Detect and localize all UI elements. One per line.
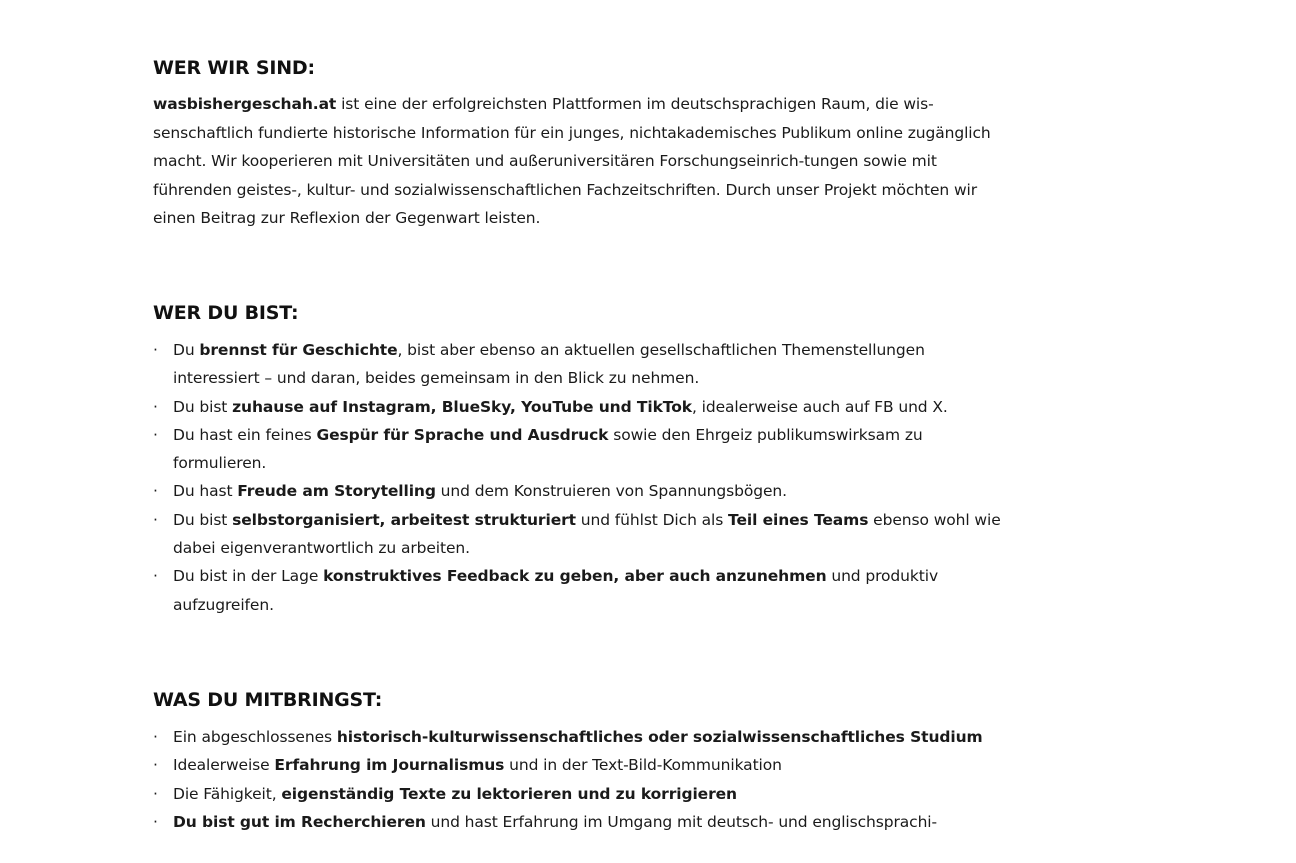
- list-item: · Du bist zuhause auf Instagram, BlueSky, YouTube und TikTok, idealerweise auch auf FB und X.: [153, 393, 1013, 421]
- bullet-icon: ·: [153, 567, 158, 586]
- paragraph-who-we-are: [153, 90, 1003, 233]
- list-item: · Du bist in der Lage konstruktives Feedback zu geben, aber auch anzunehmen und produktiv aufzugreifen.: [153, 562, 1013, 619]
- brand-name: wasbishergeschah.at: [153, 95, 337, 113]
- list-item: · Du bist gut im Recherchieren und hast Erfahrung im Umgang mit deutsch- und englischsprachi-: [153, 808, 1013, 836]
- list-item: · Du hast Freude am Storytelling und dem Konstruieren von Spannungsbögen.: [153, 477, 1013, 505]
- list-item: · Ein abgeschlossenes historisch-kulturwissenschaftliches oder sozialwissenschaftliches Studium: [153, 723, 1013, 751]
- bullet-icon: ·: [153, 425, 158, 444]
- bullet-icon: ·: [153, 341, 158, 359]
- list-item: · Idealerweise Erfahrung im Journalismus und in der Text-Bild-Kommunikation: [153, 751, 1013, 779]
- bullet-icon: ·: [153, 728, 158, 746]
- list-item: · Du hast ein feines Gespür für Sprache und Ausdruck sowie den Ehrgeiz publikumswirksam zu formulieren.: [153, 421, 1013, 478]
- heading-what-you-bring: WAS DU MITBRINGST:: [153, 689, 383, 711]
- list-who-you-are: [153, 336, 1013, 619]
- list-item: · Die Fähigkeit, eigenständig Texte zu lektorieren und zu korrigieren: [153, 780, 1013, 808]
- paragraph-text: ist eine der erfolgreichsten Plattformen im deutschsprachigen Raum, die wis-senschaftlich fundierte historische Information für ein junges, nichtakademisches Publikum online zugänglich macht. Wir kooperieren mit Universitäten und außeruniversitären Forschungseinrich-tungen sowie mit führenden geistes-, kultur- und sozialwissenschaftlichen Fachzeitschriften. Durch unser Projekt möchten wir einen Beitrag zur Reflexion der Gegenwart leisten.: [153, 95, 991, 227]
- bullet-icon: ·: [153, 784, 158, 803]
- list-item: · Du brennst für Geschichte, bist aber ebenso an aktuellen gesellschaftlichen Themenstellungen interessiert – und daran, beides gemeinsam in den Blick zu nehmen.: [153, 336, 1013, 393]
- list-what-you-bring: [153, 723, 1013, 836]
- list-item: · Du bist selbstorganisiert, arbeitest strukturiert und fühlst Dich als Teil eines Teams ebenso wohl wie dabei eigenverantwortlich zu arbeiten.: [153, 506, 1013, 563]
- bullet-icon: ·: [153, 756, 158, 775]
- heading-who-you-are: WER DU BIST:: [153, 302, 299, 324]
- bullet-icon: ·: [153, 812, 158, 831]
- bullet-icon: ·: [153, 397, 158, 416]
- bullet-icon: ·: [153, 510, 158, 529]
- bullet-icon: ·: [153, 482, 158, 501]
- heading-who-we-are: WER WIR SIND:: [153, 57, 315, 79]
